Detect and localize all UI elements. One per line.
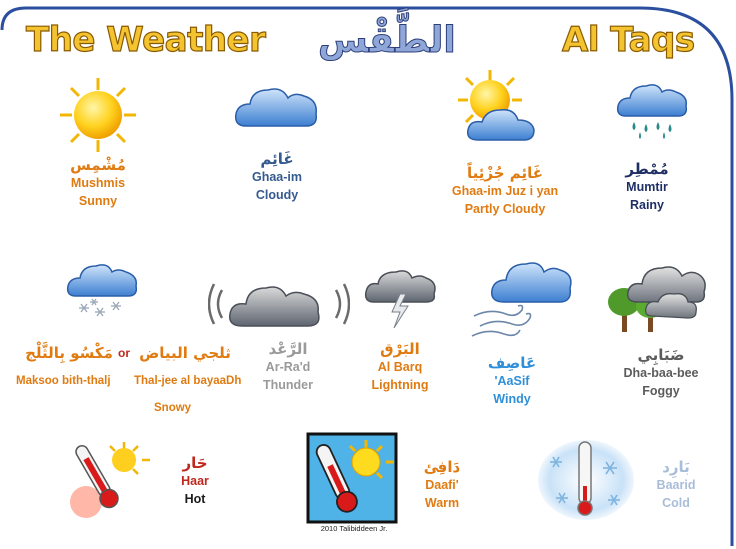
wind-cloud-icon <box>470 256 574 340</box>
partly-cloudy-transliteration: Ghaa-im Juz i yan <box>451 184 559 198</box>
hot-label <box>170 454 220 508</box>
rain-cloud-icon <box>616 80 690 142</box>
hot-transliteration: Haar <box>181 474 209 488</box>
sunny-transliteration: Mushmis <box>70 176 126 190</box>
warm-transliteration: Daafi' <box>425 478 459 492</box>
sun-behind-cloud-icon <box>448 68 538 146</box>
cold-arabic: بَارِد <box>662 458 690 476</box>
warm-arabic: دَافِئ <box>423 458 461 476</box>
thunder-arabic: الرَّعْد <box>268 340 308 358</box>
lightning-cloud-icon <box>362 268 438 330</box>
warm-image <box>306 432 398 536</box>
foggy-label <box>616 346 706 400</box>
warm-label <box>412 458 472 512</box>
sunny-english: Sunny <box>78 194 118 208</box>
sunny-arabic: مُشْمِس <box>70 156 126 174</box>
lightning-transliteration: Al Barq <box>377 360 423 374</box>
sun-icon <box>58 76 138 154</box>
foggy-arabic: ضَبَابِي <box>637 346 685 364</box>
snowy-arabic-1: مَكْسُو بِالثَّلْج <box>25 344 113 362</box>
cold-english: Cold <box>662 496 690 510</box>
image-credit: 2010 Talibiddeen Jr. <box>320 524 388 533</box>
windy-label <box>472 354 552 408</box>
partly-cloudy-label <box>440 164 570 218</box>
rainy-label <box>612 160 682 214</box>
snowy-transliteration-1: Maksoo bith-thalj <box>16 375 111 387</box>
sunny-label <box>58 156 138 210</box>
rainy-arabic: مُمْطِر <box>625 160 669 178</box>
page-title-transliteration: Al Taqs <box>562 20 695 60</box>
page-title-arabic: الطَّقْس <box>318 20 456 61</box>
cold-label <box>644 458 708 512</box>
foggy-english: Foggy <box>642 384 680 398</box>
hot-arabic: حَار <box>182 454 208 472</box>
snowy-english: Snowy <box>154 402 192 414</box>
windy-transliteration: 'AaSif <box>494 374 530 388</box>
fog-trees-icon <box>604 262 708 336</box>
snowy-transliteration-2: Thal-jee al bayaaDh <box>134 375 242 387</box>
cloud-icon <box>234 82 320 132</box>
cold-thermometer-icon <box>536 438 636 522</box>
rainy-english: Rainy <box>629 198 665 212</box>
partly-cloudy-arabic: غَائِم جُزْئِياً <box>466 164 544 182</box>
snow-cloud-icon <box>66 262 140 324</box>
cloudy-label <box>237 150 317 204</box>
snowy-arabic-2: ثلجي البياض <box>139 344 231 362</box>
thunder-transliteration: Ar-Ra'd <box>265 360 311 374</box>
page-title: The Weather <box>26 20 266 60</box>
rainy-transliteration: Mumtir <box>626 180 668 194</box>
thunder-label <box>248 340 328 394</box>
cloudy-english: Cloudy <box>255 188 299 202</box>
lightning-label <box>360 340 440 394</box>
hot-thermometer-icon <box>66 436 152 522</box>
cloudy-transliteration: Ghaa-im <box>251 170 302 184</box>
warm-thermometer-icon <box>306 432 398 524</box>
lightning-arabic: البَرْق <box>380 340 420 358</box>
thunder-cloud-icon <box>208 272 350 334</box>
snowy-or: or <box>118 346 130 360</box>
partly-cloudy-english: Partly Cloudy <box>464 202 546 216</box>
warm-english: Warm <box>424 496 460 510</box>
lightning-english: Lightning <box>371 378 429 392</box>
windy-english: Windy <box>493 392 531 406</box>
cold-transliteration: Baarid <box>656 478 696 492</box>
thunder-english: Thunder <box>263 378 313 392</box>
cloudy-arabic: غَائِم <box>260 150 294 168</box>
hot-english: Hot <box>184 492 206 506</box>
foggy-transliteration: Dha-baa-bee <box>623 366 699 380</box>
windy-arabic: عَاصِف <box>487 354 537 372</box>
